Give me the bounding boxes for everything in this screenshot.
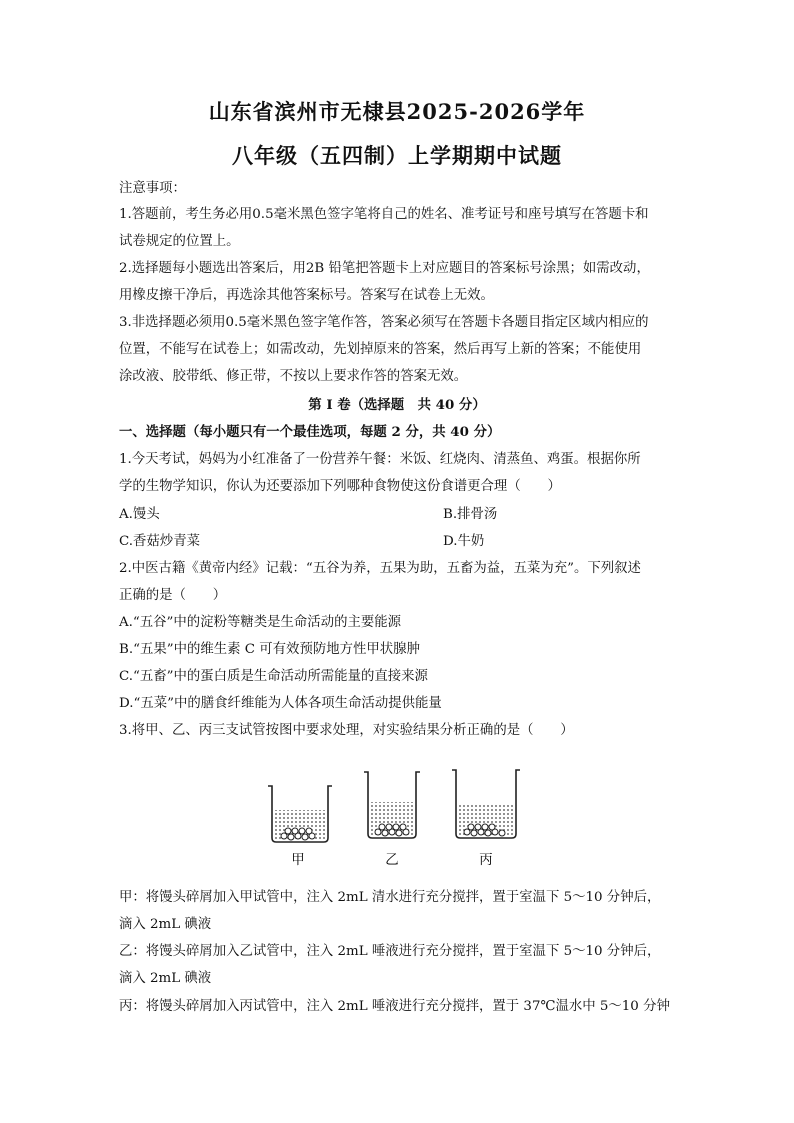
volume-heading: 第 I 卷（选择题 共 40 分） <box>308 397 486 413</box>
page-title-line1: 山东省滨州市无棣县2025-2026学年 <box>208 99 586 124</box>
section-heading: 一、选择题（每小题只有一个最佳选项，每题 2 分，共 40 分） <box>119 424 501 440</box>
q2-stem: 2.中医古籍《黄帝内经》记载：“五谷为养，五果为助，五畜为益，五菜为充”。下列叙述 <box>119 561 641 576</box>
q1-option-c: C.香菇炒青菜 <box>119 534 200 549</box>
notice-line: 用橡皮擦干净后，再选涂其他答案标号。答案写在试卷上无效。 <box>119 288 494 303</box>
beaker-bing <box>452 770 520 838</box>
q2-stem: 正确的是（ ） <box>119 588 227 603</box>
q1-option-b: B.排骨汤 <box>443 507 498 522</box>
q2-option-a: A.“五谷”中的淀粉等糖类是生命活动的主要能源 <box>119 615 402 630</box>
q1-stem: 1.今天考试，妈妈为小红准备了一份营养午餐：米饭、红烧肉、清蒸鱼、鸡蛋。根据你所 <box>119 452 641 467</box>
q3-procedure-bing: 丙：将馒头碎屑加入丙试管中，注入 2mL 唾液进行充分搅拌，置于 37℃温水中 5～10 分钟 <box>119 999 670 1014</box>
notice-line: 1.答题前，考生务必用0.5毫米黑色签字笔将自己的姓名、准考证号和座号填写在答题卡和 <box>119 207 649 222</box>
beaker-jia <box>268 786 332 842</box>
q3-stem: 3.将甲、乙、丙三支试管按图中要求处理，对实验结果分析正确的是（ ） <box>119 723 574 738</box>
notice-line: 涂改液、胶带纸、修正带，不按以上要求作答的答案无效。 <box>119 369 468 384</box>
q1-option-d: D.牛奶 <box>443 534 485 549</box>
notice-line: 3.非选择题必须用0.5毫米黑色签字笔作答，答案必须写在答题卡各题目指定区域内相应的 <box>119 315 649 330</box>
beaker-label-bing: 丙 <box>479 853 493 868</box>
q1-option-a: A.馒头 <box>119 507 160 522</box>
q2-option-b: B.“五果”中的维生素 C 可有效预防地方性甲状腺肿 <box>119 642 420 657</box>
page-title-line2: 八年级（五四制）上学期期中试题 <box>232 143 562 168</box>
notice-line: 2.选择题每小题选出答案后，用2B 铅笔把答题卡上对应题目的答案标号涂黑；如需改动， <box>119 261 650 276</box>
beaker-yi <box>364 772 420 838</box>
q2-option-c: C.“五畜”中的蛋白质是生命活动所需能量的直接来源 <box>119 669 428 684</box>
q3-procedure-jia: 滴入 2mL 碘液 <box>119 917 212 932</box>
notice-line: 位置，不能写在试卷上；如需改动，先划掉原来的答案，然后再写上新的答案；不能使用 <box>119 342 642 357</box>
notice-line: 试卷规定的位置上。 <box>119 234 240 249</box>
beaker-figure <box>262 764 532 870</box>
notice-heading: 注意事项： <box>119 181 186 196</box>
q3-procedure-yi: 滴入 2mL 碘液 <box>119 971 212 986</box>
q1-stem: 学的生物学知识，你认为还要添加下列哪种食物使这份食谱更合理（ ） <box>119 479 561 494</box>
beaker-label-jia: 甲 <box>291 853 305 868</box>
q2-option-d: D.“五菜”中的膳食纤维能为人体各项生命活动提供能量 <box>119 696 442 711</box>
beaker-label-yi: 乙 <box>385 853 399 868</box>
q3-procedure-jia: 甲：将馒头碎屑加入甲试管中，注入 2mL 清水进行充分搅拌，置于室温下 5～10 分钟后， <box>119 890 661 905</box>
q3-procedure-yi: 乙：将馒头碎屑加入乙试管中，注入 2mL 唾液进行充分搅拌，置于室温下 5～10 分钟后， <box>119 944 661 959</box>
